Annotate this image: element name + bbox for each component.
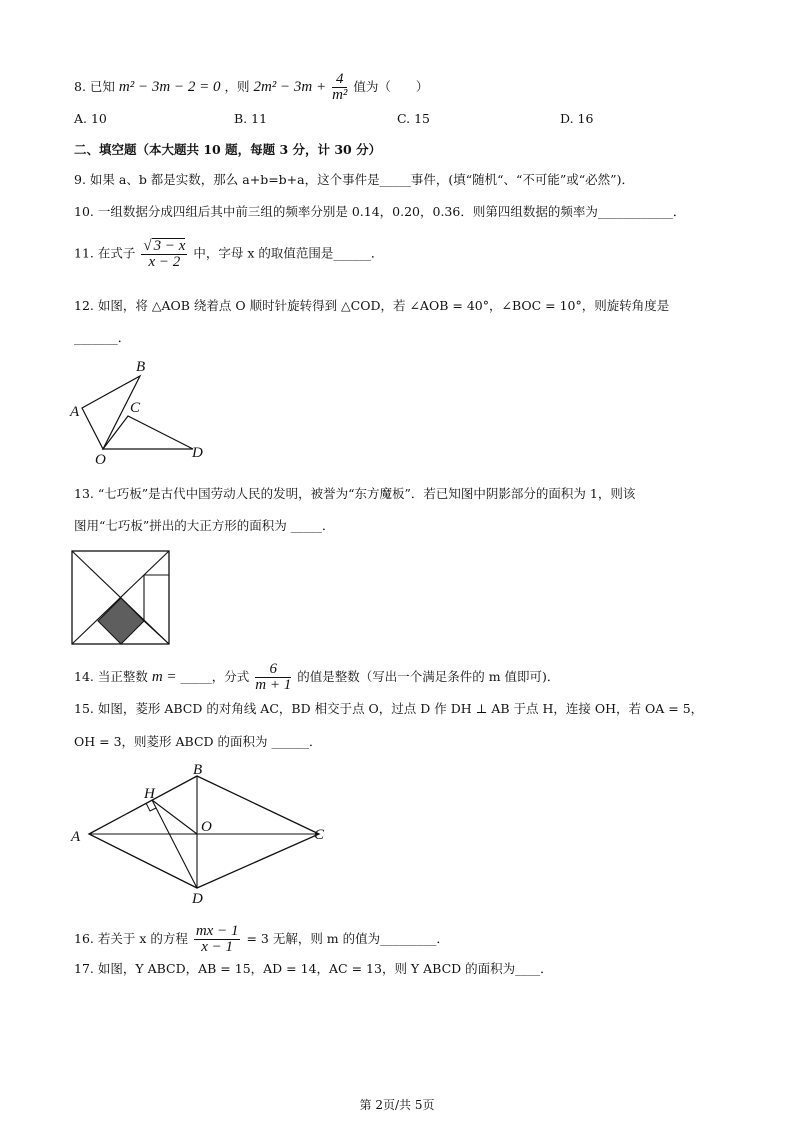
label-h: H: [144, 786, 155, 802]
q16-tail: = 3 无解，则 m 的值为_________．: [246, 931, 449, 946]
question-12-line2: _______．: [74, 330, 131, 345]
q16-fraction: [194, 924, 241, 955]
segment-oh: [152, 800, 197, 834]
q8-number: 8.: [74, 79, 86, 94]
q11-tail: 中，字母 x 的取值范围是______．: [193, 245, 384, 261]
q15-rhombus-figure: [68, 760, 338, 910]
label-a: A: [71, 829, 81, 845]
q8-option-c: C. 15: [397, 111, 430, 126]
q14-mid: _____，分式: [180, 669, 250, 684]
q8-frac-num: 4: [332, 72, 347, 88]
label-o: O: [201, 819, 212, 835]
triangle-cod: [103, 416, 193, 449]
tangram-line-b: [144, 621, 169, 644]
label-o: O: [95, 452, 106, 466]
q16-lead: 16. 若关于 x 的方程: [74, 931, 188, 946]
label-b: B: [136, 359, 146, 375]
q14-fraction: [255, 662, 291, 693]
question-11: [74, 238, 383, 270]
q8-option-b: B. 11: [234, 111, 268, 126]
q8-mid: ，则: [224, 79, 250, 94]
label-c: C: [130, 400, 141, 416]
q13-tangram-figure: [71, 550, 171, 646]
q8-tail: 值为（ ）: [353, 79, 429, 94]
label-d: D: [192, 445, 203, 461]
question-17: 17. 如图，Y ABCD，AB = 15，AD = 14，AC = 13，则 Y ABCD 的面积为____．: [74, 961, 553, 976]
q12-figure: [68, 354, 218, 466]
question-9: 9. 如果 a、b 都是实数，那么 a+b=b+a，这个事件是_____事件，(填“随机“、“不可能”或“必然”)．: [74, 172, 634, 187]
question-8: [74, 72, 428, 103]
question-15-line2: OH = 3，则菱形 ABCD 的面积为 ______．: [74, 734, 322, 749]
q8-condition: m² − 3m − 2 = 0: [118, 79, 221, 95]
q14-var: m =: [151, 669, 177, 685]
q14-frac-num: 6: [255, 662, 291, 678]
question-10: 10. 一组数据分成四组后其中前三组的频率分别是 0.14，0.20，0.36．则第四组数据的频率为____________．: [74, 204, 686, 219]
label-d: D: [192, 891, 203, 907]
q8-expression: 2m² − 3m +: [253, 79, 327, 95]
question-12-line1: 12. 如图，将 △AOB 绕着点 O 顺时针旋转得到 △COD，若 ∠AOB = 40°，∠BOC = 10°，则旋转角度是: [74, 298, 670, 313]
q11-frac-den: x − 2: [148, 254, 181, 270]
page-footer: 第 2页/共 5页: [359, 1098, 435, 1112]
label-b: B: [193, 762, 203, 778]
q11-frac-num: √ 3 − x: [143, 238, 186, 254]
q16-frac-num: mx − 1: [195, 923, 239, 939]
q11-sqrt-radicand: 3 − x: [153, 238, 186, 254]
q11-lead: 11. 在式子: [74, 245, 136, 261]
question-13-line2: 图用“七巧板”拼出的大正方形的面积为 _____．: [74, 518, 335, 533]
tangram-shaded-square: [98, 598, 144, 644]
q14-frac-den: m + 1: [255, 677, 292, 693]
section-2-title: 二、填空题（本大题共 10 题，每题 3 分，计 30 分）: [74, 142, 382, 157]
label-c: C: [314, 827, 325, 843]
question-16: [74, 924, 449, 955]
question-15-line1: 15. 如图，菱形 ABCD 的对角线 AC，BD 相交于点 O，过点 D 作 DH ⊥ AB 于点 H，连接 OH，若 OA = 5，: [74, 701, 704, 716]
segment-dh: [152, 800, 197, 888]
q16-frac-den: x − 1: [201, 939, 234, 955]
q8-option-d: D. 16: [560, 111, 594, 126]
q11-fraction: [141, 238, 187, 270]
q8-lead: 已知: [89, 79, 115, 94]
q14-tail: 的值是整数（写出一个满足条件的 m 值即可)．: [297, 669, 560, 684]
q8-frac-den: m²: [332, 87, 348, 103]
q8-option-a: A. 10: [74, 111, 107, 126]
q14-lead: 14. 当正整数: [74, 669, 148, 684]
question-13-line1: 13. “七巧板”是古代中国劳动人民的发明，被誉为“东方魔板”．若已知图中阴影部分的面积为 1，则该: [74, 486, 636, 501]
q8-fraction: [332, 72, 347, 103]
label-a: A: [70, 404, 80, 420]
question-14: [74, 662, 559, 693]
